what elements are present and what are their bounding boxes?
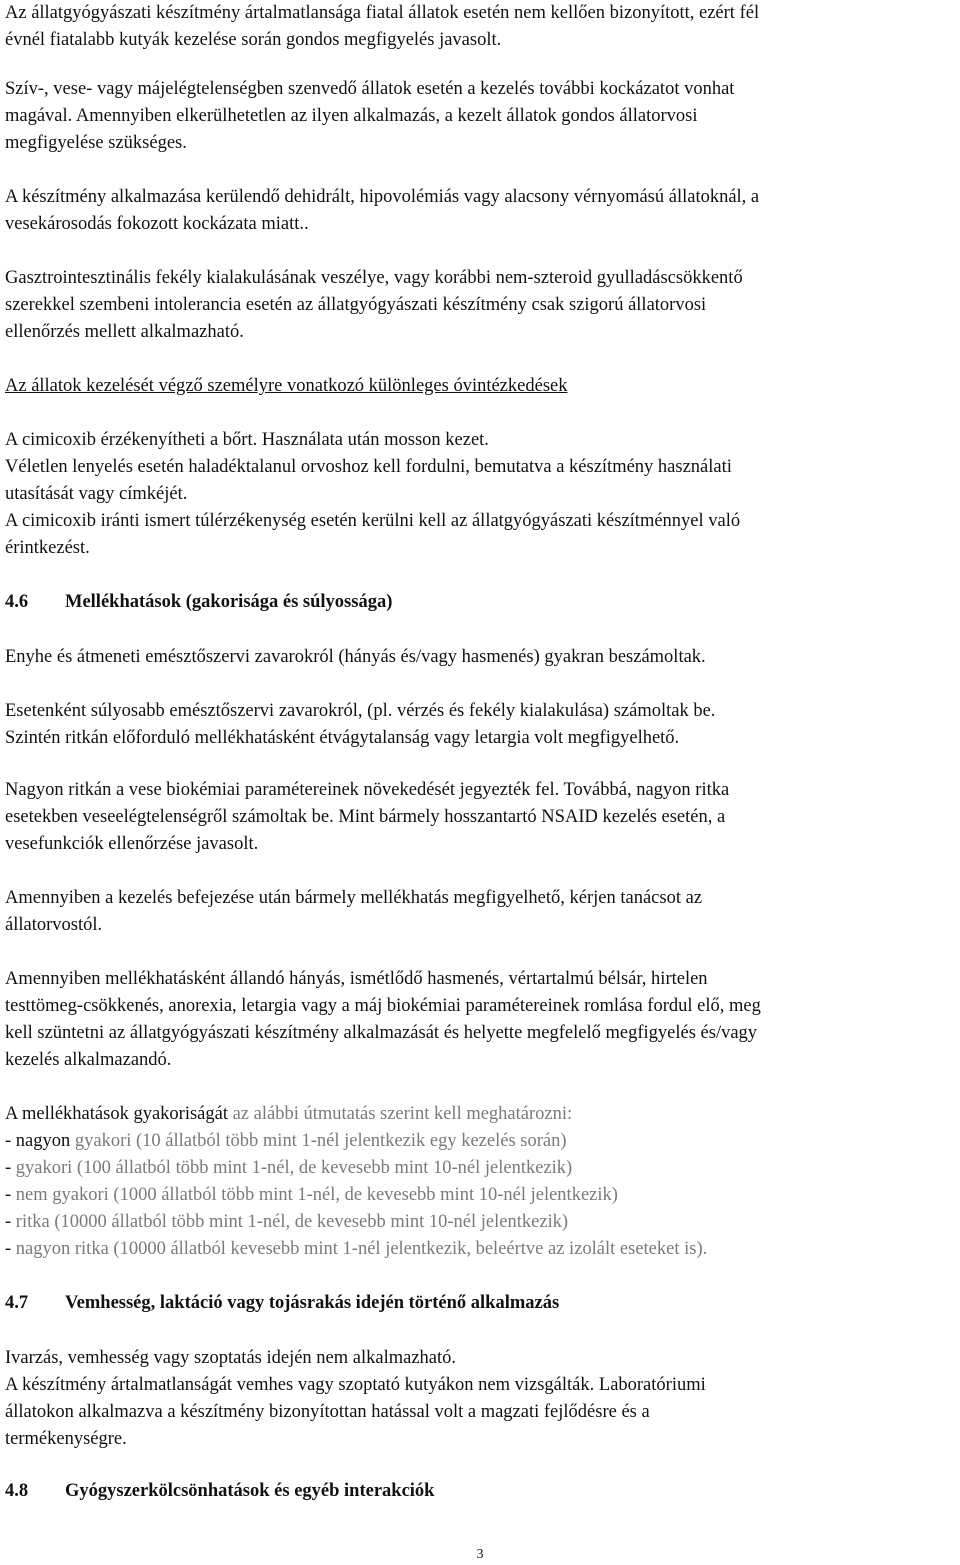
section-title: Vemhesség, laktáció vagy tojásrakás idején történő alkalmazás [65,1293,560,1313]
paragraph-line: Esetenként súlyosabb emésztőszervi zavarokról, (pl. vérzés és fekély kialakulása) számoltak be. [5,701,716,721]
frequency-intro [5,1101,572,1128]
paragraph-line: kell szüntetni az állatgyógyászati készítmény alkalmazását és helyette megfelelő megfigyelés és/vagy [5,1023,758,1043]
section-heading-4-8 [5,1478,434,1505]
list-item-lead: - [5,1185,16,1205]
section-heading-4-7 [5,1290,559,1317]
paragraph-line: Szív-, vese- vagy májelégtelenségben szenvedő állatok esetén a kezelés további kockázatot vonhat [5,79,735,99]
list-item-text: nem gyakori (1000 állatból több mint 1-nél, de kevesebb mint 10-nél jelentkezik) [15,1185,618,1205]
list-item-text: gyakori (100 állatból több mint 1-nél, de kevesebb mint 10-nél jelentkezik) [15,1158,573,1178]
paragraph-line: Amennyiben mellékhatásként állandó hányás, ismétlődő hasmenés, vértartalmú bélsár, hirtelen [5,969,708,989]
paragraph-line: Enyhe és átmeneti emésztőszervi zavarokról (hányás és/vagy hasmenés) gyakran beszámoltak. [5,647,706,667]
list-item-text: gyakori (10 állatból több mint 1-nél jelentkezik egy kezelés során) [74,1131,567,1151]
precautions-subheading: Az állatok kezelését végző személyre vonatkozó különleges óvintézkedések [5,376,568,396]
paragraph-line: megfigyelése szükséges. [5,133,187,153]
paragraph-line: évnél fiatalabb kutyák kezelése során gondos megfigyelés javasolt. [5,30,502,50]
paragraph-line: A készítmény alkalmazása kerülendő dehidrált, hipovolémiás vagy alacsony vérnyomású állatoknál, a [5,187,760,207]
paragraph-line: utasítását vagy címkéjét. [5,484,188,504]
paragraph-line: ellenőrzés mellett alkalmazható. [5,322,244,342]
paragraph-line: A készítmény ártalmatlanságát vemhes vagy szoptató kutyákon nem vizsgálták. Laboratóriumi [5,1375,706,1395]
list-item-lead: - [5,1158,16,1178]
paragraph-line: állatorvostól. [5,915,103,935]
frequency-list-item [5,1155,572,1182]
section-heading-4-6 [5,589,392,616]
paragraph-line: termékenységre. [5,1429,127,1449]
section-title: Gyógyszerkölcsönhatások és egyéb interakciók [65,1481,435,1501]
paragraph-line: testtömeg-csökkenés, anorexia, letargia vagy a máj biokémiai paramétereinek romlása fordul elő, meg [5,996,761,1016]
paragraph-line: magával. Amennyiben elkerülhetetlen az ilyen alkalmazás, a kezelt állatok gondos állatorvosi [5,106,698,126]
paragraph-line: A cimicoxib iránti ismert túlérzékenység esetén kerülni kell az állatgyógyászati készítménnyel való [5,511,741,531]
paragraph-line: állatokon alkalmazva a készítmény bizonyítottan hatással volt a magzati fejlődésre és a [5,1402,650,1422]
paragraph-line: Véletlen lenyelés esetén haladéktalanul orvoshoz kell fordulni, bemutatva a készítmény használati [5,457,732,477]
list-item-lead: - [5,1239,16,1259]
paragraph-line: A cimicoxib érzékenyítheti a bőrt. Használata után mosson kezet. [5,430,489,450]
list-item-text: nagyon ritka (10000 állatból kevesebb mint 1-nél jelentkezik, beleértve az izolált eseteket is). [15,1239,708,1259]
paragraph-line: vesekárosodás fokozott kockázata miatt.. [5,214,309,234]
list-item-lead: - nagyon [5,1131,75,1151]
frequency-list-item [5,1236,707,1263]
paragraph-line: Amennyiben a kezelés befejezése után bármely mellékhatás megfigyelhető, kérjen tanácsot az [5,888,703,908]
paragraph-line: Szintén ritkán előforduló mellékhatásként étvágytalanság vagy letargia volt megfigyelhető. [5,728,680,748]
section-title: Mellékhatások (gakorisága és súlyossága) [65,592,393,612]
paragraph-line: Az állatgyógyászati készítmény ártalmatlansága fiatal állatok esetén nem kellően bizonyított, ezért fél [5,3,760,23]
section-number: 4.6 [5,592,29,612]
frequency-list-item [5,1128,567,1155]
paragraph-line: esetekben veseelégtelenségről számoltak be. Mint bármely hosszantartó NSAID kezelés esetén, a [5,807,726,827]
list-item-text: ritka (10000 állatból több mint 1-nél, de kevesebb mint 10-nél jelentkezik) [15,1212,569,1232]
section-number: 4.8 [5,1481,29,1501]
paragraph-line: érintkezést. [5,538,90,558]
list-item-lead: - [5,1212,16,1232]
frequency-list-item [5,1182,618,1209]
page-number: 3 [476,1547,484,1562]
frequency-list-item [5,1209,568,1236]
paragraph-line: Nagyon ritkán a vese biokémiai paramétereinek növekedését jegyezték fel. Továbbá, nagyon ritka [5,780,730,800]
paragraph-line: vesefunkciók ellenőrzése javasolt. [5,834,259,854]
paragraph-line: Ivarzás, vemhesség vagy szoptatás idején nem alkalmazható. [5,1348,457,1368]
section-number: 4.7 [5,1293,29,1313]
frequency-intro-text: A mellékhatások gyakoriságát [5,1104,228,1124]
frequency-intro-guidance: az alábbi útmutatás szerint kell meghatározni: [227,1104,573,1124]
paragraph-line: szerekkel szembeni intolerancia esetén az állatgyógyászati készítmény csak szigorú állatorvosi [5,295,707,315]
paragraph-line: kezelés alkalmazandó. [5,1050,172,1070]
paragraph-line: Gasztrointesztinális fekély kialakulásának veszélye, vagy korábbi nem-szteroid gyulladáscsökkentő [5,268,743,288]
